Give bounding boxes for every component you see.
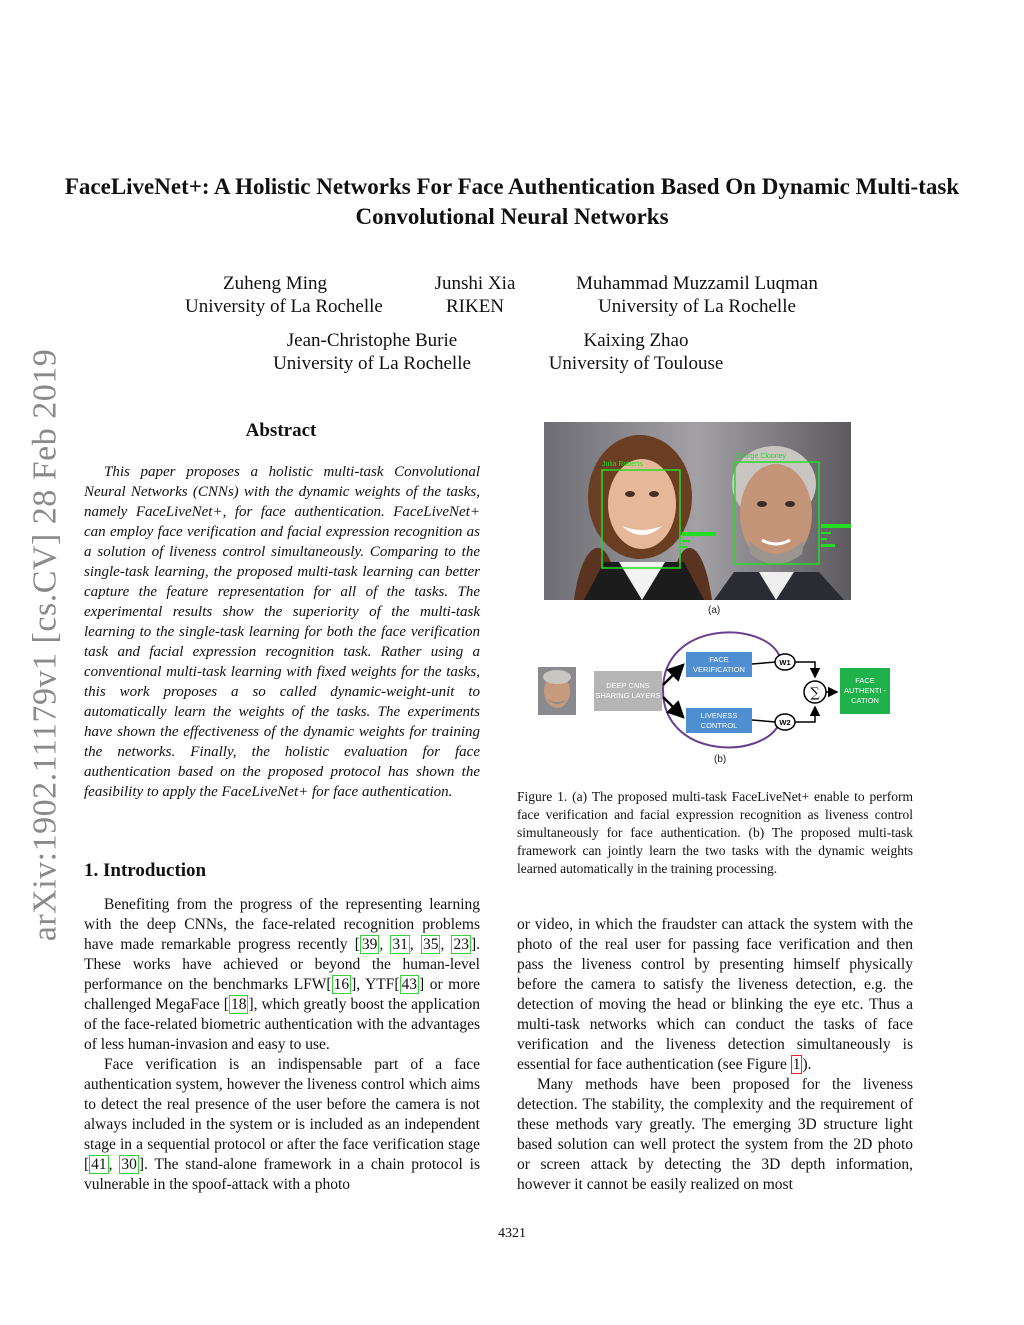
author-block xyxy=(262,329,482,375)
text-run: or video, in which the fraudster can attack the system with the photo of the real user for passing face verification and then pass the liveness control by presenting himself physically before the camera to satisfy the liveness detection, e.g. the detection of moving the head or blinking the eye etc. Thus a multi-task networks which can conduct the tasks of face verification and the liveness detection simultaneously is essential for face authentication (see Figure xyxy=(517,916,913,1073)
citation-link[interactable]: 35 xyxy=(422,936,439,953)
input-face-thumbnail xyxy=(538,667,576,715)
liveness-control-label: LIVENESS CONTROL xyxy=(700,710,738,730)
citation-link[interactable]: 41 xyxy=(91,1156,107,1173)
text-run: , which greatly boost the application of the face-related biometric authentication with the advantages of less human-invasion and easy to use. xyxy=(84,996,480,1053)
text-run: ). xyxy=(802,1056,812,1073)
figure-diagram xyxy=(535,625,895,765)
figure-reference-link[interactable]: 1 xyxy=(792,1056,801,1073)
arxiv-watermark xyxy=(26,348,64,942)
author-name: Junshi Xia xyxy=(434,273,516,294)
citation-link[interactable]: 18 xyxy=(230,996,247,1013)
author-affiliation: University of La Rochelle xyxy=(273,353,471,374)
text-run: . The stand-alone framework in a chain protocol is vulnerable in the spoof-attack with a photo xyxy=(84,1156,480,1193)
face-tag-left: Julia Roberts xyxy=(602,461,643,468)
shared-layers-label: DEEP CNNS SHARING LAYERS xyxy=(595,681,661,700)
citation-link[interactable]: 39 xyxy=(361,936,378,953)
abstract-text: This paper proposes a holistic multi-task Convolutional Neural Networks (CNNs) with the dynamic weights of the tasks, namely FaceLiveNet+, for face authentication. FaceLiveNet+ can employ face verification and facial expression recognition as a solution of liveness control simultaneously. Comparing to the single-task learning, the proposed multi-task learning can better capture the feature representation for all of the tasks. The experimental results show the superiority of the multi-task learning to the single-task learning for both the face verification task and facial expression recognition task. Rather using a conventional multi-task learning with fixed weights for the tasks, this work proposes a so called dynamic-weight-unit to automatically learn the weights of the tasks. The experiments have shown the effectiveness of the dynamic weights for training the networks. Finally, the holistic evaluation for face authentication based on the proposed protocol has shown the feasibility to apply the FaceLiveNet+ for face authentication. xyxy=(84,464,480,800)
weight-w2-label: W2 xyxy=(779,718,791,727)
citation-link[interactable]: 16 xyxy=(333,976,350,993)
figure-caption: Figure 1. (a) The proposed multi-task FaceLiveNet+ enable to perform face verification and facial expression recognition as liveness control simultaneously for face authentication. (b) The proposed multi-task framework can jointly learn the two tasks with the dynamic weights learned automatically in the training processing. xyxy=(517,789,913,876)
author-affiliation: University of La Rochelle xyxy=(598,296,796,317)
weight-w1-label: W1 xyxy=(779,658,791,667)
figure-label-a: (a) xyxy=(708,605,721,616)
figure-photo xyxy=(544,422,851,600)
right-paragraph-1 xyxy=(517,915,913,1075)
citation-link[interactable]: 30 xyxy=(121,1156,137,1173)
citation-link[interactable]: 43 xyxy=(401,976,418,993)
face-authentication-label: FACE AUTHENTI -CATION xyxy=(843,676,887,705)
introduction-heading: 1. Introduction xyxy=(84,860,207,881)
author-name: Jean-Christophe Burie xyxy=(286,330,458,351)
citation-link[interactable]: 23 xyxy=(453,936,469,953)
abstract-heading: Abstract xyxy=(245,420,317,441)
page-number: 4321 xyxy=(498,1226,526,1241)
citation-link[interactable]: 31 xyxy=(392,936,408,953)
face-tag-right: George Clooney xyxy=(735,453,786,460)
author-block xyxy=(410,272,540,318)
arxiv-id: arXiv:1902.11179v1 [cs.CV] 28 Feb 2019 xyxy=(26,348,64,942)
paper-title: FaceLiveNet+: A Holistic Networks For Face Authentication Based On Dynamic Multi-task Convolutional Neural Networks xyxy=(64,174,960,229)
sum-symbol: ∑ xyxy=(810,686,820,701)
author-name: Muhammad Muzzamil Luqman xyxy=(576,273,818,294)
intro-paragraph-1: Benefiting from the progress of the representing learning with the deep CNNs, the face-related recognition problems have made remarkable progress recently [ 39 , 31 , 35 , 23 ]. These works have achieved or beyond the human-level performance on the benchmarks LFW[ 16 ], YTF[ 43 ] or more challenged MegaFace [ 18 ], which greatly boost the application of the face-related biometric authentication with the advantages of less human-invasion and easy to use. xyxy=(84,896,481,1053)
figure-label-b: (b) xyxy=(714,754,727,765)
author-name: Kaixing Zhao xyxy=(583,330,689,351)
author-block xyxy=(185,272,383,318)
intro-paragraph-2: Face verification is an indispensable part of a face authentication system, however the liveness control which aims to detect the real presence of the user before the camera is not always included in the system or is included as an independent stage in a sequential protocol or after the face verification stage [ 41 , 30 ]. The stand-alone framework in a chain protocol is vulnerable in the spoof-attack with a photo xyxy=(84,1056,480,1193)
author-affiliation: University of Toulouse xyxy=(548,353,724,374)
right-paragraph-2: Many methods have been proposed for the liveness detection. The stability, the complexity and the requirement of these methods vary greatly. The emerging 3D structure light based solution can well protect the system from the 2D photo or screen attack by detecting the 3D depth information, however it cannot be easily realized on most xyxy=(517,1076,913,1193)
text-run: Face verification is an indispensable part of a face authentication system, however the liveness control which aims to detect the real presence of the user before the camera is not always included in the system or is included as an independent stage in a sequential protocol or after the face verification stage xyxy=(84,1056,480,1153)
face-verification-label: FACE VERIFICATION xyxy=(693,654,745,674)
text-run: , YTF xyxy=(356,976,395,993)
author-affiliation: University of La Rochelle xyxy=(185,296,383,317)
author-name: Zuheng Ming xyxy=(223,273,327,294)
author-affiliation: RIKEN xyxy=(445,296,505,317)
text-run: Benefiting from the progress of the representing learning with the deep CNNs, the face-related recognition problems have made remarkable progress recently xyxy=(84,896,480,953)
text-run: or more challenged MegaFace xyxy=(84,976,481,1013)
author-block xyxy=(538,329,734,375)
text-run: These works have achieved or beyond the human-level performance on the benchmarks LFW xyxy=(84,956,480,993)
author-block xyxy=(562,272,832,318)
